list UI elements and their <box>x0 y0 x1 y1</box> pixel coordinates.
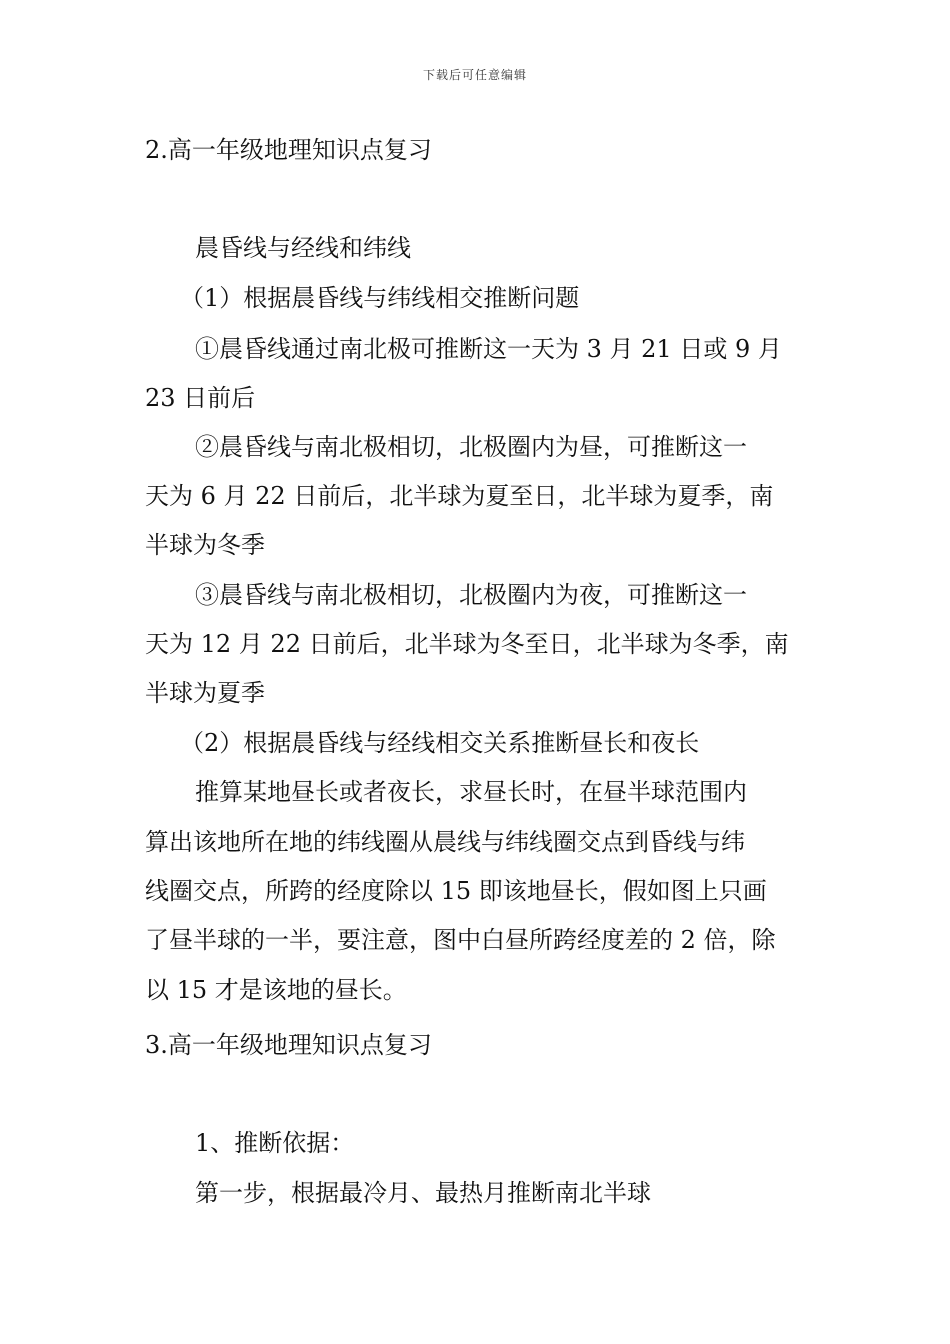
paragraph-line-3: 线圈交点，所跨的经度除以 15 即该地昼长，假如图上只画 <box>145 877 767 905</box>
subheading-terminator: 晨昏线与经线和纬线 <box>195 234 411 262</box>
section-heading-3: 3.高一年级地理知识点复习 <box>145 1031 432 1059</box>
header-note: 下载后可任意编辑 <box>422 68 527 82</box>
item-3-line-2: 天为 12 月 22 日前后，北半球为冬至日，北半球为冬季，南 <box>145 630 789 658</box>
paragraph-line-5: 以 15 才是该地的昼长。 <box>145 976 407 1004</box>
paragraph-line-1: 推算某地昼长或者夜长，求昼长时，在昼半球范围内 <box>195 778 747 806</box>
item-2-line-3: 半球为冬季 <box>145 531 265 559</box>
item-2-line-1: ②晨昏线与南北极相切，北极圈内为昼，可推断这一 <box>195 433 747 461</box>
section-heading-2: 2.高一年级地理知识点复习 <box>145 136 432 164</box>
item-2-line-2: 天为 6 月 22 日前后，北半球为夏至日，北半球为夏季，南 <box>145 482 774 510</box>
subheading-basis: 1、推断依据： <box>195 1129 355 1157</box>
item-1-line-2: 23 日前后 <box>145 384 256 412</box>
step-1-line: 第一步，根据最冷月、最热月推断南北半球 <box>195 1179 651 1207</box>
point-2-heading: （2）根据晨昏线与经线相交关系推断昼长和夜长 <box>180 729 700 757</box>
item-3-line-3: 半球为夏季 <box>145 679 265 707</box>
item-3-line-1: ③晨昏线与南北极相切，北极圈内为夜，可推断这一 <box>195 581 747 609</box>
item-1-line-1: ①晨昏线通过南北极可推断这一天为 3 月 21 日或 9 月 <box>195 335 782 363</box>
paragraph-line-4: 了昼半球的一半，要注意，图中白昼所跨经度差的 2 倍，除 <box>145 926 776 954</box>
paragraph-line-2: 算出该地所在地的纬线圈从晨线与纬线圈交点到昏线与纬 <box>145 828 745 856</box>
point-1-heading: （1）根据晨昏线与纬线相交推断问题 <box>180 284 580 312</box>
